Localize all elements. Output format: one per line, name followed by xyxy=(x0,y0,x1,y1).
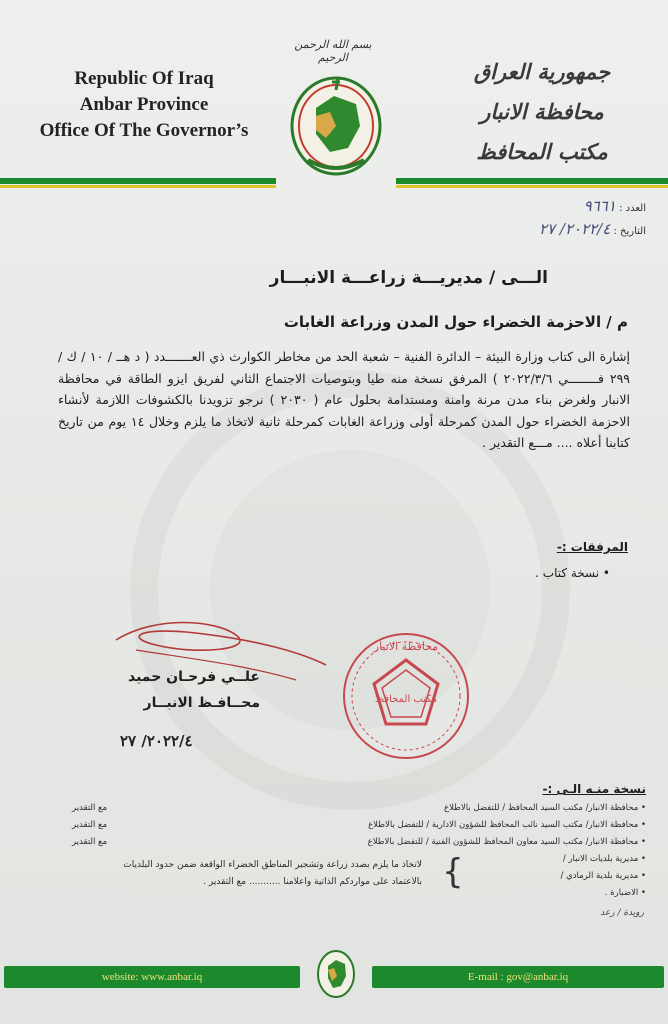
subject-line: م / الاحزمة الخضراء حول المدن وزراعة الغابات xyxy=(283,313,628,331)
header-arabic xyxy=(432,52,652,172)
signature-date: ٢٠٢٢/٤/ ٢٧ xyxy=(120,732,193,750)
header-ar-line-1: جمهورية العراق xyxy=(473,59,611,84)
group-note xyxy=(62,857,422,891)
header-rule-left xyxy=(0,178,276,184)
header-ar-line-2: محافظة الانبار xyxy=(480,99,604,124)
copy-group-item: • مديرية بلدية الرمادي / xyxy=(560,871,646,881)
copies-title: نسخة منـه الـى :- xyxy=(542,782,646,796)
stamp-center-text: مكتب المحافظ xyxy=(374,694,438,705)
group-note-line: لاتخاذ ما يلزم بصدد زراعة وتشجير المناطق الخضراء الواقعة ضمن حدود البلديات xyxy=(123,860,422,870)
attachments-title: المرفقات :- xyxy=(556,540,628,554)
ref-number-label: العدد : xyxy=(619,203,646,214)
group-brace: { xyxy=(442,852,464,892)
recipient-line: الـــى / مديريـــة زراعـــة الانبـــار xyxy=(269,268,548,288)
copy-note: مع التقدير xyxy=(72,837,108,847)
header-en-line-1: Republic Of Iraq xyxy=(74,68,214,89)
footer-email-bar xyxy=(372,966,664,988)
header-en-line-2: Anbar Province xyxy=(79,94,209,115)
ref-number-value: ٩٦٦١ xyxy=(583,197,616,215)
copy-note: مع التقدير xyxy=(72,820,108,830)
footer-website-bar xyxy=(4,966,300,988)
group-note-line: بالاعتماد على مواردكم الذاتية واعلامنا ........... مع التقدير . xyxy=(203,877,422,887)
copy-row: • محافظة الانبار/ مكتب السيد نائب المحافظ للشؤون الادارية / للتفضل بالاطلاع xyxy=(368,820,646,830)
copy-row: • محافظة الانبار/ مكتب السيد معاون المحافظ للشؤون الفنية / للتفضل بالاطلاع xyxy=(367,837,646,847)
letter-body xyxy=(58,346,630,454)
header-rule-right-accent xyxy=(396,185,668,188)
typist-initials: رويدة / رعد xyxy=(600,908,644,918)
ref-date-value: ٢٠٢٢/٤/ ٢٧ xyxy=(539,220,611,238)
basmala: بسم الله الرحمن الرحيم xyxy=(294,38,372,64)
header-ar-line-3: مكتب المحافظ xyxy=(476,139,608,164)
copy-group-item: • مديرية بلديات الانبار / xyxy=(562,854,646,864)
official-stamp-icon xyxy=(338,628,474,764)
header-rule-left-accent xyxy=(0,185,276,188)
footer-email[interactable]: E-mail : gov@anbar.iq xyxy=(467,971,569,983)
header-english xyxy=(14,66,274,144)
copy-group-item: • الاضبارة . xyxy=(604,888,646,898)
header-rule-right xyxy=(396,178,668,184)
signatory-title: محــافـظ الانبــار xyxy=(143,695,260,711)
reference-block xyxy=(446,196,646,242)
footer-logo-icon xyxy=(316,948,356,1000)
ref-date-label: التاريخ : xyxy=(613,226,646,237)
header-en-line-3: Office Of The Governor’s xyxy=(39,120,249,141)
footer-website[interactable]: website: www.anbar.iq xyxy=(101,971,203,983)
stamp-top-text: محافظة الانبار xyxy=(373,640,439,653)
copy-note: مع التقدير xyxy=(72,803,108,813)
copies-notes xyxy=(72,800,152,851)
body-paragraph: إشارة الى كتاب وزارة البيئة – الدائرة الفنية – شعبة الحد من مخاطر الكوارث ذي العـــــــدد ( د هــ / ١٠ / ك / ٢٩٩ فــــــــي ٢٠٢٢/٣/٦ ) المرفق نسخة منه طيا وبتوصيات الاجتماع الثاني لفريق ايزو الطاقة في محافظة الانبار ولغرض بناء مدن مرنة وامنة ومستدامة بحلول عام ( ٢٠٣٠ ) نرجو تزويدنا بالكشوفات اللازمة لأنشاء الاحزمة الخضراء حول المدن كمرحلة أولى وزراعة الغابات كمرحلة ثانية لاتخاذ ما يلزم وخلال ١٤ يوم من تاريخ كتابنا أعلاه .... مـــع التقدير . xyxy=(58,349,631,450)
province-logo-icon xyxy=(286,68,386,178)
signatory-name: علــي فرحـان حميد xyxy=(128,669,260,685)
signatory xyxy=(30,664,260,716)
copy-row: • محافظة الانبار/ مكتب السيد المحافظ / للتفضل بالاطلاع xyxy=(444,803,646,813)
attachment-item: • نسخة كتاب . xyxy=(535,566,610,580)
